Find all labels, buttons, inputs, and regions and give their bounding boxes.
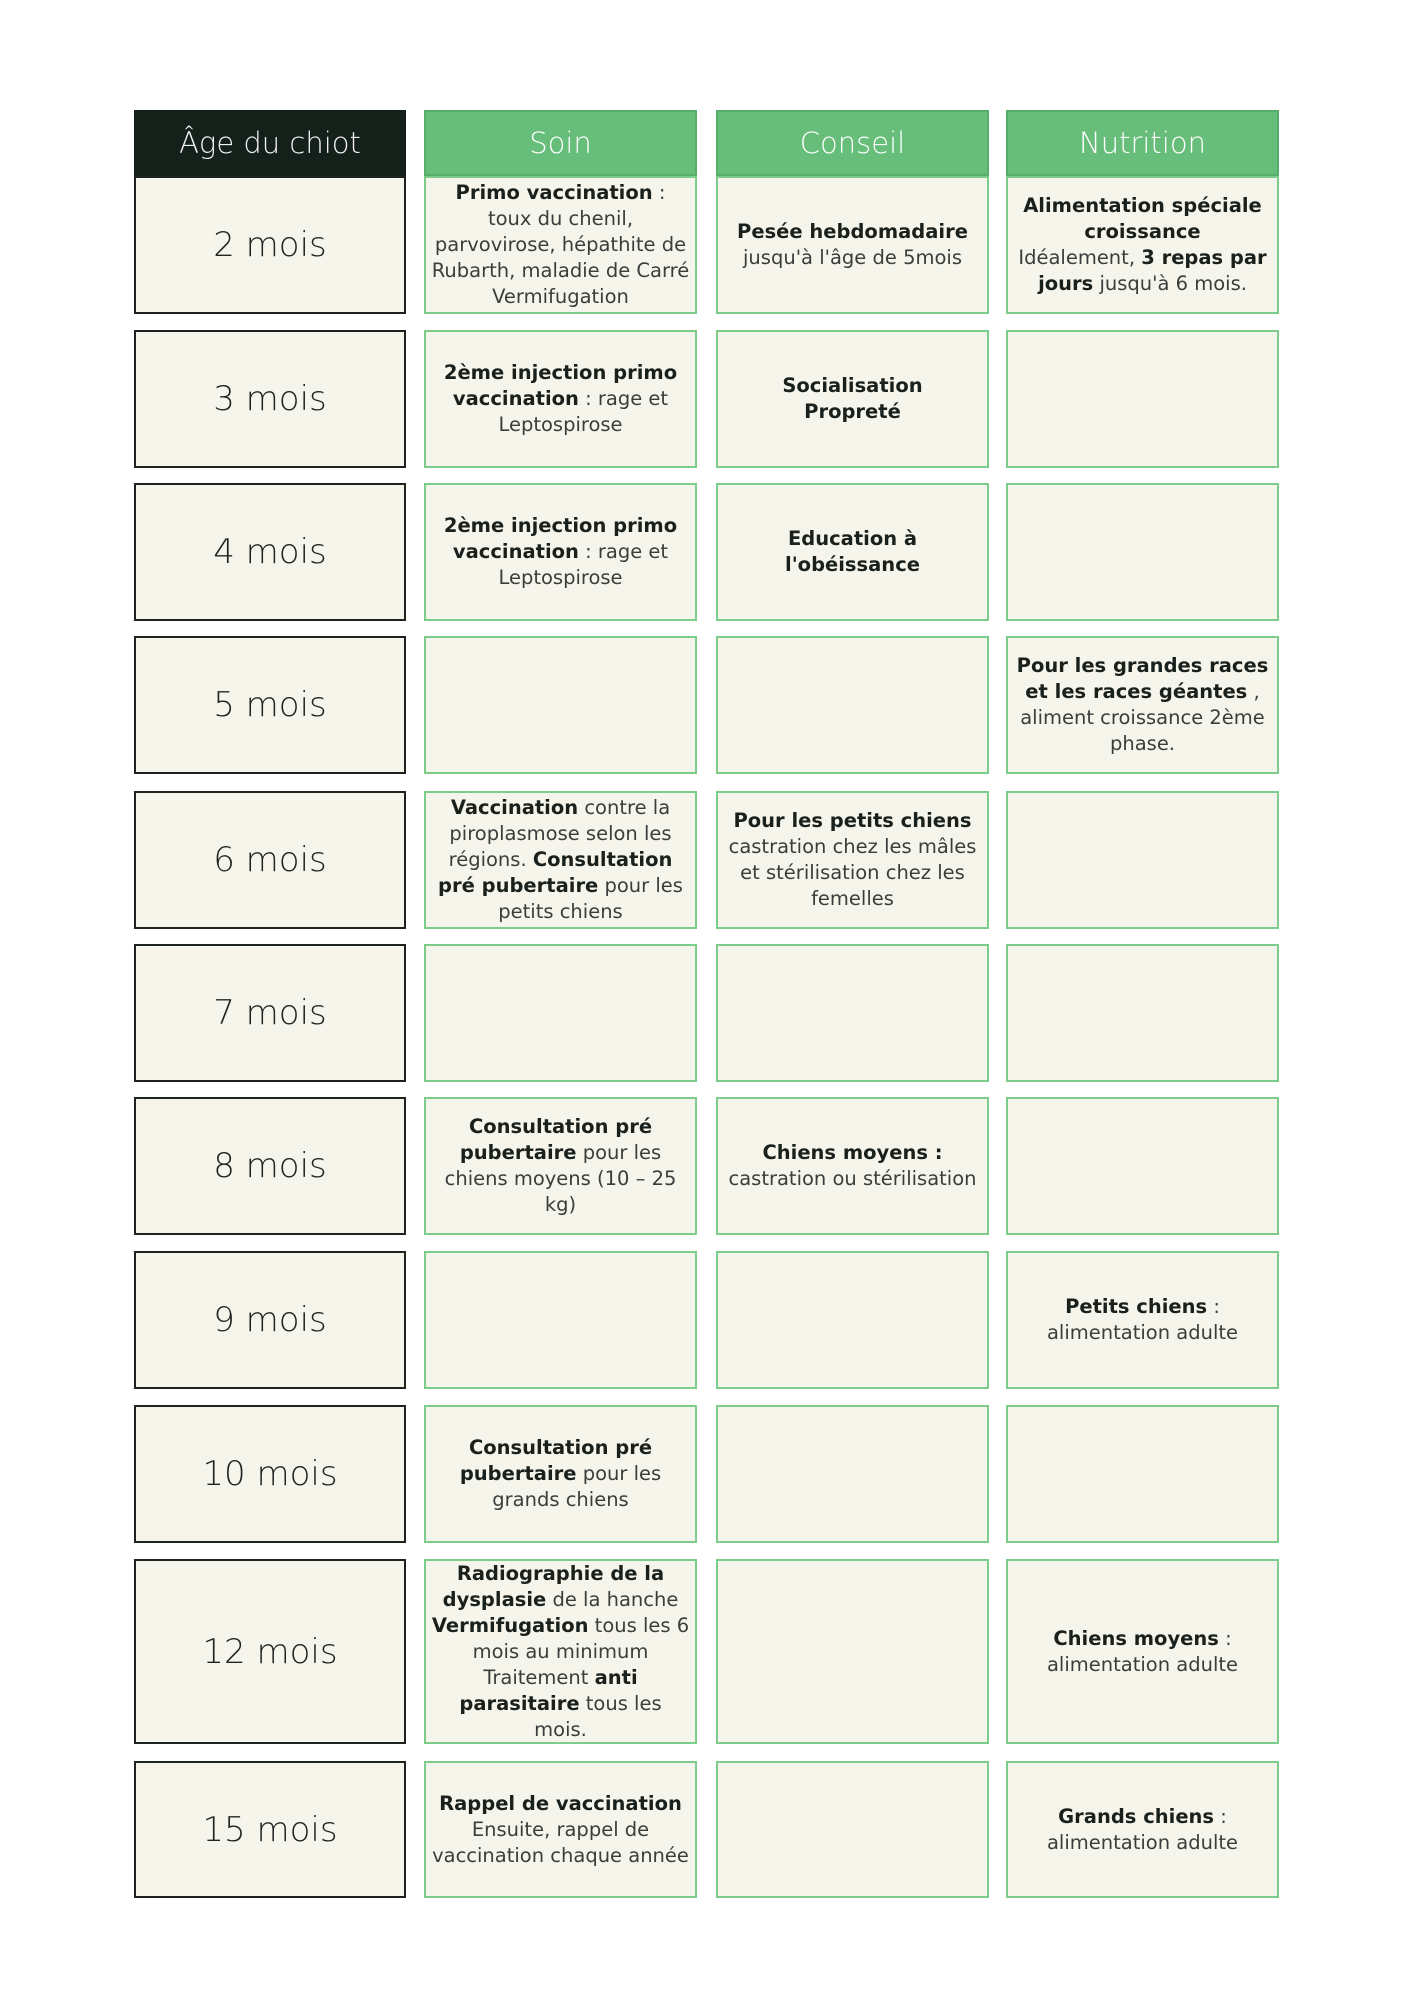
text-segment: : rage et Leptospirose (498, 387, 669, 436)
header-conseil: Conseil (716, 110, 989, 176)
age-cell: 9 mois (134, 1251, 406, 1389)
text-segment: pour les petits chiens (498, 874, 683, 923)
soin-cell (424, 791, 697, 929)
bold-text: Grands chiens (1058, 1804, 1215, 1828)
conseil-cell (716, 1251, 989, 1389)
text-segment: castration ou stérilisation (728, 1167, 977, 1190)
text-segment: Ensuite, rappel de vaccination chaque année (432, 1817, 689, 1867)
age-cell: 15 mois (134, 1761, 406, 1898)
text-segment: : rage et Leptospirose (498, 540, 669, 589)
bold-text: 2ème injection primo vaccination (443, 361, 678, 410)
text-segment: de la hanche (546, 1587, 679, 1611)
conseil-cell (716, 1559, 989, 1744)
conseil-cell (716, 1097, 989, 1235)
nutrition-cell (1006, 636, 1279, 774)
text-segment: : (1214, 1804, 1227, 1828)
conseil-cell (716, 791, 989, 929)
bold-text: 3 repas par jours (1038, 246, 1267, 295)
text-segment: pour les grands chiens (492, 1462, 662, 1511)
age-cell: 4 mois (134, 483, 406, 621)
soin-cell (424, 944, 697, 1082)
bold-text: Socialisation (782, 374, 923, 397)
soin-cell (424, 1559, 697, 1744)
conseil-cell (716, 1405, 989, 1543)
soin-cell (424, 1761, 697, 1898)
age-cell: 3 mois (134, 330, 406, 468)
bold-text: Pour les petits chiens (733, 809, 972, 832)
text-segment: Vermifugation (492, 285, 629, 308)
conseil-cell (716, 330, 989, 468)
nutrition-cell (1006, 944, 1279, 1082)
soin-cell (424, 330, 697, 468)
age-cell: 10 mois (134, 1405, 406, 1543)
bold-text: 2ème injection primo vaccination (443, 514, 678, 563)
text-segment: pour les chiens moyens (10 – 25 kg) (444, 1141, 677, 1216)
soin-cell (424, 176, 697, 314)
soin-cell (424, 636, 697, 774)
text-segment: Traitement (483, 1665, 595, 1689)
bold-text: Petits chiens (1065, 1295, 1208, 1318)
nutrition-cell (1006, 791, 1279, 929)
nutrition-cell (1006, 483, 1279, 621)
age-cell: 7 mois (134, 944, 406, 1082)
nutrition-cell (1006, 176, 1279, 314)
soin-cell (424, 1405, 697, 1543)
age-cell: 5 mois (134, 636, 406, 774)
bold-text: Consultation pré pubertaire (459, 1436, 653, 1485)
age-cell: 12 mois (134, 1559, 406, 1744)
text-segment: alimentation adulte (1046, 1321, 1239, 1344)
text-segment: , aliment croissance 2ème phase. (1020, 680, 1265, 755)
bold-text: Chiens moyens : (762, 1141, 943, 1164)
text-segment: jusqu'à l'âge de 5mois (743, 246, 962, 269)
nutrition-cell (1006, 330, 1279, 468)
conseil-cell (716, 636, 989, 774)
text-segment: contre la piroplasmose selon les régions. (448, 796, 672, 871)
conseil-cell (716, 944, 989, 1082)
nutrition-cell (1006, 1761, 1279, 1898)
bold-text: Radiographie de la dysplasie (442, 1561, 665, 1611)
bold-text: Vermifugation (431, 1613, 589, 1637)
bold-text: Chiens moyens (1053, 1626, 1219, 1650)
bold-text: Rappel de vaccination (439, 1791, 682, 1815)
bold-text: Pesée hebdomadaire (737, 220, 968, 243)
text-segment: : (1207, 1295, 1220, 1318)
age-cell: 2 mois (134, 176, 406, 314)
bold-text: Vaccination (450, 796, 579, 819)
conseil-cell (716, 1761, 989, 1898)
nutrition-cell (1006, 1559, 1279, 1744)
soin-cell (424, 1251, 697, 1389)
soin-cell (424, 1097, 697, 1235)
text-segment: castration chez les mâles et stérilisation chez les femelles (728, 835, 977, 910)
bold-text: Alimentation spéciale croissance (1023, 194, 1262, 243)
text-segment: : toux du chenil, parvovirose, hépathite de Rubarth, maladie de Carré (431, 181, 690, 282)
text-segment: : (1218, 1626, 1232, 1650)
text-segment: jusqu'à 6 mois. (1093, 272, 1247, 295)
bold-text: Consultation pré pubertaire (459, 1115, 653, 1164)
bold-text: Consultation pré pubertaire (438, 848, 673, 897)
bold-text: Primo vaccination (455, 181, 653, 204)
bold-text: anti parasitaire (459, 1665, 638, 1715)
age-cell: 8 mois (134, 1097, 406, 1235)
text-segment: alimentation adulte (1046, 1830, 1239, 1854)
bold-text: Education à l'obéissance (785, 527, 920, 576)
nutrition-cell (1006, 1405, 1279, 1543)
bold-text: Propreté (804, 400, 901, 423)
text-segment: tous les mois. (534, 1691, 662, 1741)
header-nutrition: Nutrition (1006, 110, 1279, 176)
soin-cell (424, 483, 697, 621)
text-segment: Idéalement, (1018, 246, 1142, 269)
conseil-cell (716, 483, 989, 621)
text-segment: alimentation adulte (1046, 1652, 1239, 1676)
age-cell: 6 mois (134, 791, 406, 929)
conseil-cell (716, 176, 989, 314)
nutrition-cell (1006, 1097, 1279, 1235)
text-segment: tous les 6 mois au minimum (472, 1613, 690, 1663)
header-age: Âge du chiot (134, 110, 406, 176)
bold-text: Pour les grandes races et les races géantes (1016, 654, 1269, 703)
header-soin: Soin (424, 110, 697, 176)
nutrition-cell (1006, 1251, 1279, 1389)
